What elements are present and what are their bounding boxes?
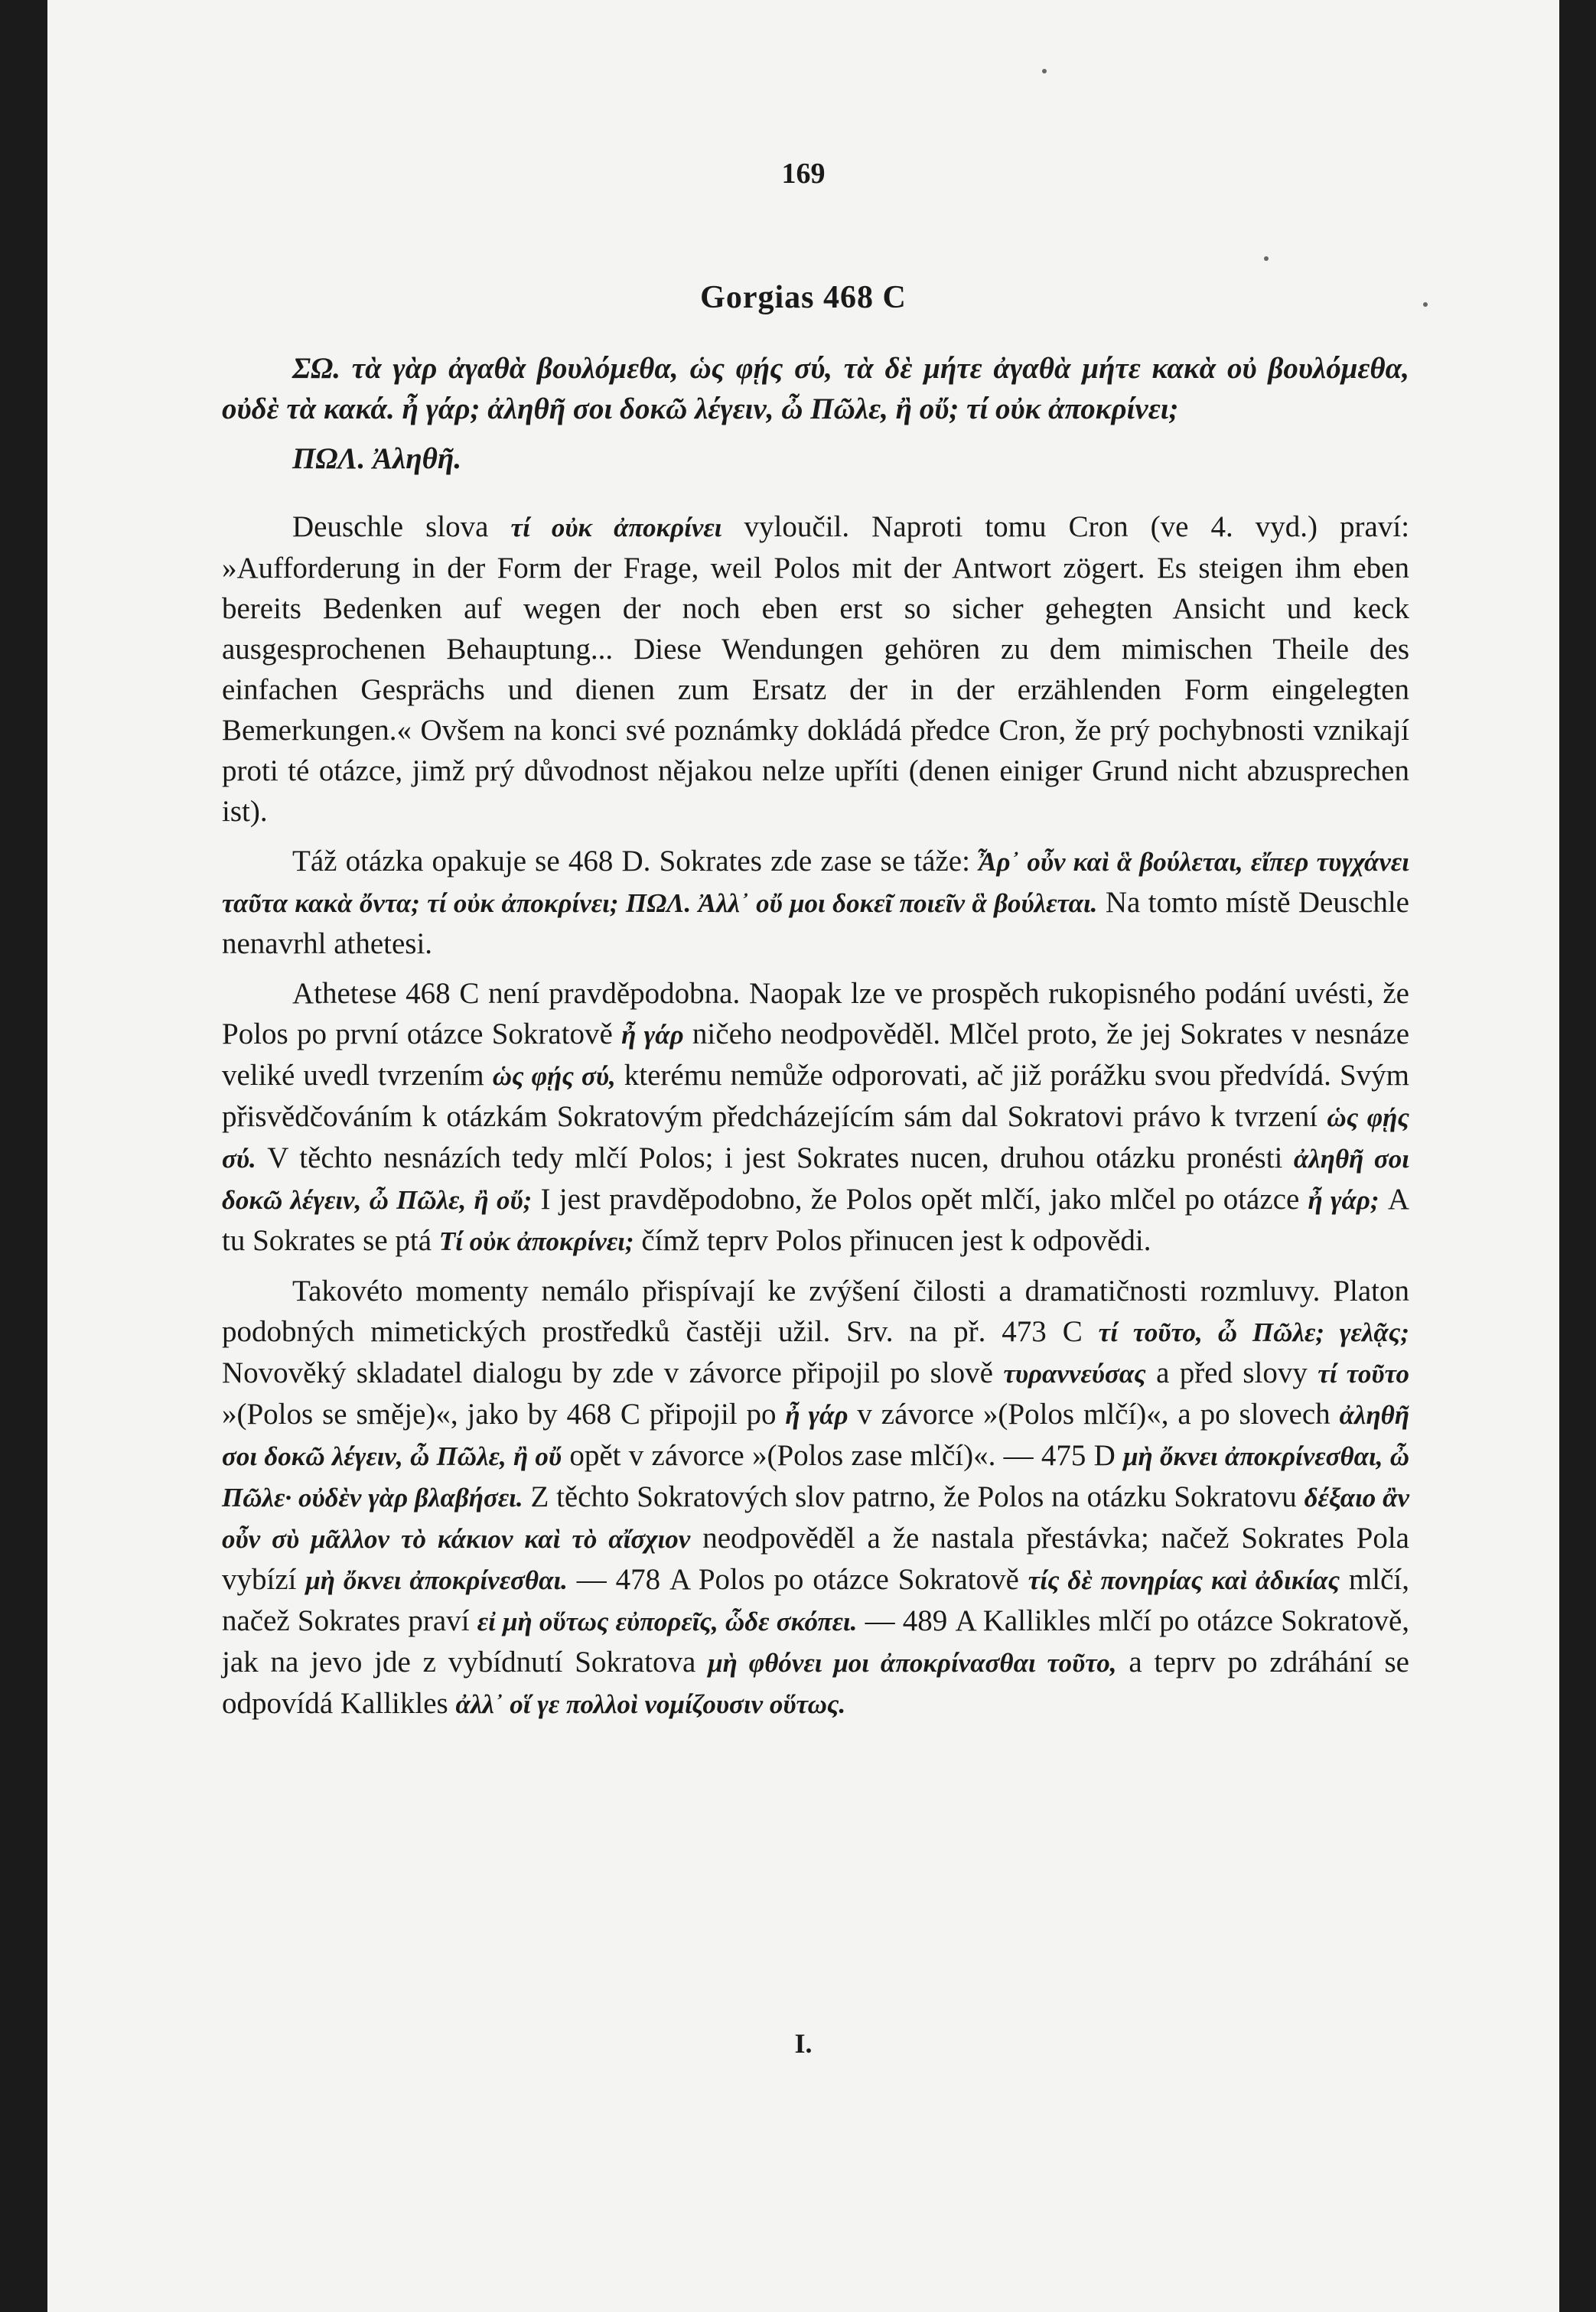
text-run: Na tomto místě Deuschle nenavrhl athetesi.: [222, 886, 1409, 960]
text-run: vyloučil. Naproti tomu Cron (ve 4. vyd.) praví: »Aufforderung in der Form der Frage, weil Polos mit der Antwort zögert. Es steigen ihm eben bereits Bedenken auf wegen der noch eben erst so sicher gehegten Ansicht und keck ausgesprochenen Behauptung... Diese Wendungen gehören zu dem mimischen Theile des einfachen Gesprächs und dienen zum Ersatz der in der erzählenden Form eingelegten Bemerkungen.« Ovšem na konci své poznámky dokládá předce Cron, že prý pochybnosti vznikají proti té otázce, jimž prý důvodnost nějakou nelze upříti (denen einiger Grund nicht abzusprechen ist).: [222, 510, 1410, 828]
paragraph-4: [222, 1271, 1409, 1724]
text-run: A tu Sokrates se ptá: [222, 1183, 1410, 1257]
greek-quote: ἀληθῆ σοι δοκῶ λέγειν, ὦ Πῶλε, ἢ οὔ: [222, 1400, 1410, 1471]
paragraph-3: [222, 973, 1409, 1262]
greek-quote: μὴ φθόνει μοι ἀποκρίνασθαι τοῦτο,: [708, 1648, 1117, 1678]
greek-quote: ἦ γάρ: [621, 1020, 684, 1050]
text-run: »(Polos se směje)«, jako by 468 C připojil po: [222, 1398, 777, 1431]
text-run: a teprv po zdráhání se odpovídá Kallikles: [222, 1646, 1409, 1720]
greek-quote: Ἆρ᾽ οὖν καὶ ἃ βούλεται, εἴπερ τυγχάνει ταῦτα κακὰ ὄντα; τί οὐκ ἀποκρίνει; ΠΩΛ. Ἀλλ᾽ οὔ μοι δοκεῖ ποιεῖν ἃ βούλεται.: [222, 847, 1410, 918]
greek-quote: Τί οὐκ ἀποκρίνει;: [438, 1226, 634, 1256]
scan-speck: [1423, 302, 1428, 307]
text-run: Z těchto Sokratových slov patrno, že Polos na otázku Sokratovu: [530, 1480, 1297, 1513]
text-run: mlčí, načež Sokrates praví: [222, 1563, 1409, 1637]
text-run: opět v závorce »(Polos zase mlčí)«. — 475 D: [569, 1439, 1116, 1472]
scan-speck: [1042, 69, 1047, 73]
text-run: kterému nemůže odporovati, ač již porážku svou předvídá. Svým přisvědčováním k otázkám Sokratovým předcházejícím sám dal Sokratovi právo k tvrzení: [222, 1059, 1409, 1133]
greek-quote: τί οὐκ ἀποκρίνει: [510, 513, 722, 542]
greek-quote: μὴ ὄκνει ἀποκρίνεσθαι.: [305, 1565, 568, 1595]
section-heading: Gorgias 468 C: [700, 280, 907, 315]
text-run: V těchto nesnázích tedy mlčí Polos; i jest Sokrates nucen, druhou otázku pronésti: [267, 1141, 1283, 1174]
greek-quote: ἀλλ᾽ οἵ γε πολλοὶ νομίζουσιν οὕτως.: [455, 1689, 846, 1719]
text-run: Deuschle slova: [292, 510, 489, 543]
signature-mark: I.: [794, 2028, 813, 2059]
scan-border-left: [0, 0, 47, 2312]
text-run: neodpověděl a že nastala přestávka; načež Sokrates Pola vybízí: [222, 1522, 1409, 1596]
text-run: — 489 A Kallikles mlčí po otázce Sokratově, jak na jevo jde z vybídnutí Sokratova: [222, 1604, 1410, 1679]
page: [47, 0, 1559, 2312]
greek-dialogue-sokrates: ΣΩ. τὰ γὰρ ἀγαθὰ βουλόμεθα, ὡς φῄς σύ, τὰ δὲ μήτε ἀγαθὰ μήτε κακὰ οὐ βουλόμεθα, οὐδὲ τὰ κακά. ἦ γάρ; ἀληθῆ σοι δοκῶ λέγειν, ὦ Πῶλε, ἢ οὔ; τί οὐκ ἀποκρίνει;: [222, 352, 1409, 425]
scan-border-right: [1559, 0, 1596, 2312]
text-run: ničeho neodpověděl. Mlčel proto, že jej Sokrates v nesnáze veliké uvedl tvrzením: [222, 1018, 1410, 1092]
body-text: [222, 348, 1409, 1734]
greek-quote: ὡς φῄς σύ,: [492, 1061, 616, 1091]
text-run: Takovéto momenty nemálo přispívají ke zvýšení čilosti a dramatičnosti rozmluvy. Platon podobných mimetických prostředků častěji užil. Srv. na př. 473 C: [222, 1275, 1409, 1348]
greek-quote: τί τοῦτο, ὦ Πῶλε; γελᾷς;: [1098, 1317, 1409, 1347]
greek-quote: τίς δὲ πονηρίας καὶ ἀδικίας: [1028, 1565, 1340, 1595]
greek-quote: τυραννεύσας: [1003, 1359, 1146, 1389]
greek-quote: εἰ μὴ οὕτως εὐπορεῖς, ὧδε σκόπει.: [477, 1607, 858, 1636]
text-run: Novověký skladatel dialogu by zde v závorce připojil po slově: [222, 1356, 993, 1389]
page-number: 169: [781, 158, 826, 190]
scan-speck: [1264, 256, 1269, 261]
text-run: a před slovy: [1156, 1356, 1308, 1389]
greek-quote: ἦ γάρ;: [1308, 1185, 1379, 1215]
text-run: v závorce »(Polos mlčí)«, a po slovech: [857, 1398, 1331, 1431]
text-run: — 478 A Polos po otázce Sokratově: [576, 1563, 1019, 1596]
text-run: Táž otázka opakuje se 468 D. Sokrates zde zase se táže:: [292, 845, 970, 878]
greek-quote: μὴ ὄκνει ἀποκρίνεσθαι, ὦ Πῶλε· οὐδὲν γὰρ βλαβήσει.: [222, 1441, 1410, 1513]
text-run: I jest pravděpodobno, že Polos opět mlčí, jako mlčel po otázce: [540, 1183, 1300, 1216]
paragraph-2: [222, 841, 1409, 964]
greek-quote: ὡς φῄς σύ.: [222, 1102, 1409, 1174]
greek-quote: ἦ γάρ: [785, 1400, 848, 1430]
paragraph-1: [222, 506, 1409, 832]
text-run: Athetese 468 C není pravděpodobna. Naopak lze ve prospěch rukopisného podání uvésti, že Polos po první otázce Sokratově: [222, 977, 1409, 1050]
greek-quote: ἀληθῆ σοι δοκῶ λέγειν, ὦ Πῶλε, ἢ οὔ;: [222, 1144, 1410, 1215]
greek-quote: τί τοῦτο: [1318, 1359, 1410, 1389]
greek-quote: δέξαιο ἂν οὖν σὺ μᾶλλον τὸ κάκιον καὶ τὸ αἴσχιον: [222, 1483, 1410, 1554]
text-run: čímž teprv Polos přinucen jest k odpovědi.: [641, 1224, 1151, 1257]
greek-dialogue-polos: ΠΩΛ. Ἀληθῆ.: [292, 442, 462, 475]
